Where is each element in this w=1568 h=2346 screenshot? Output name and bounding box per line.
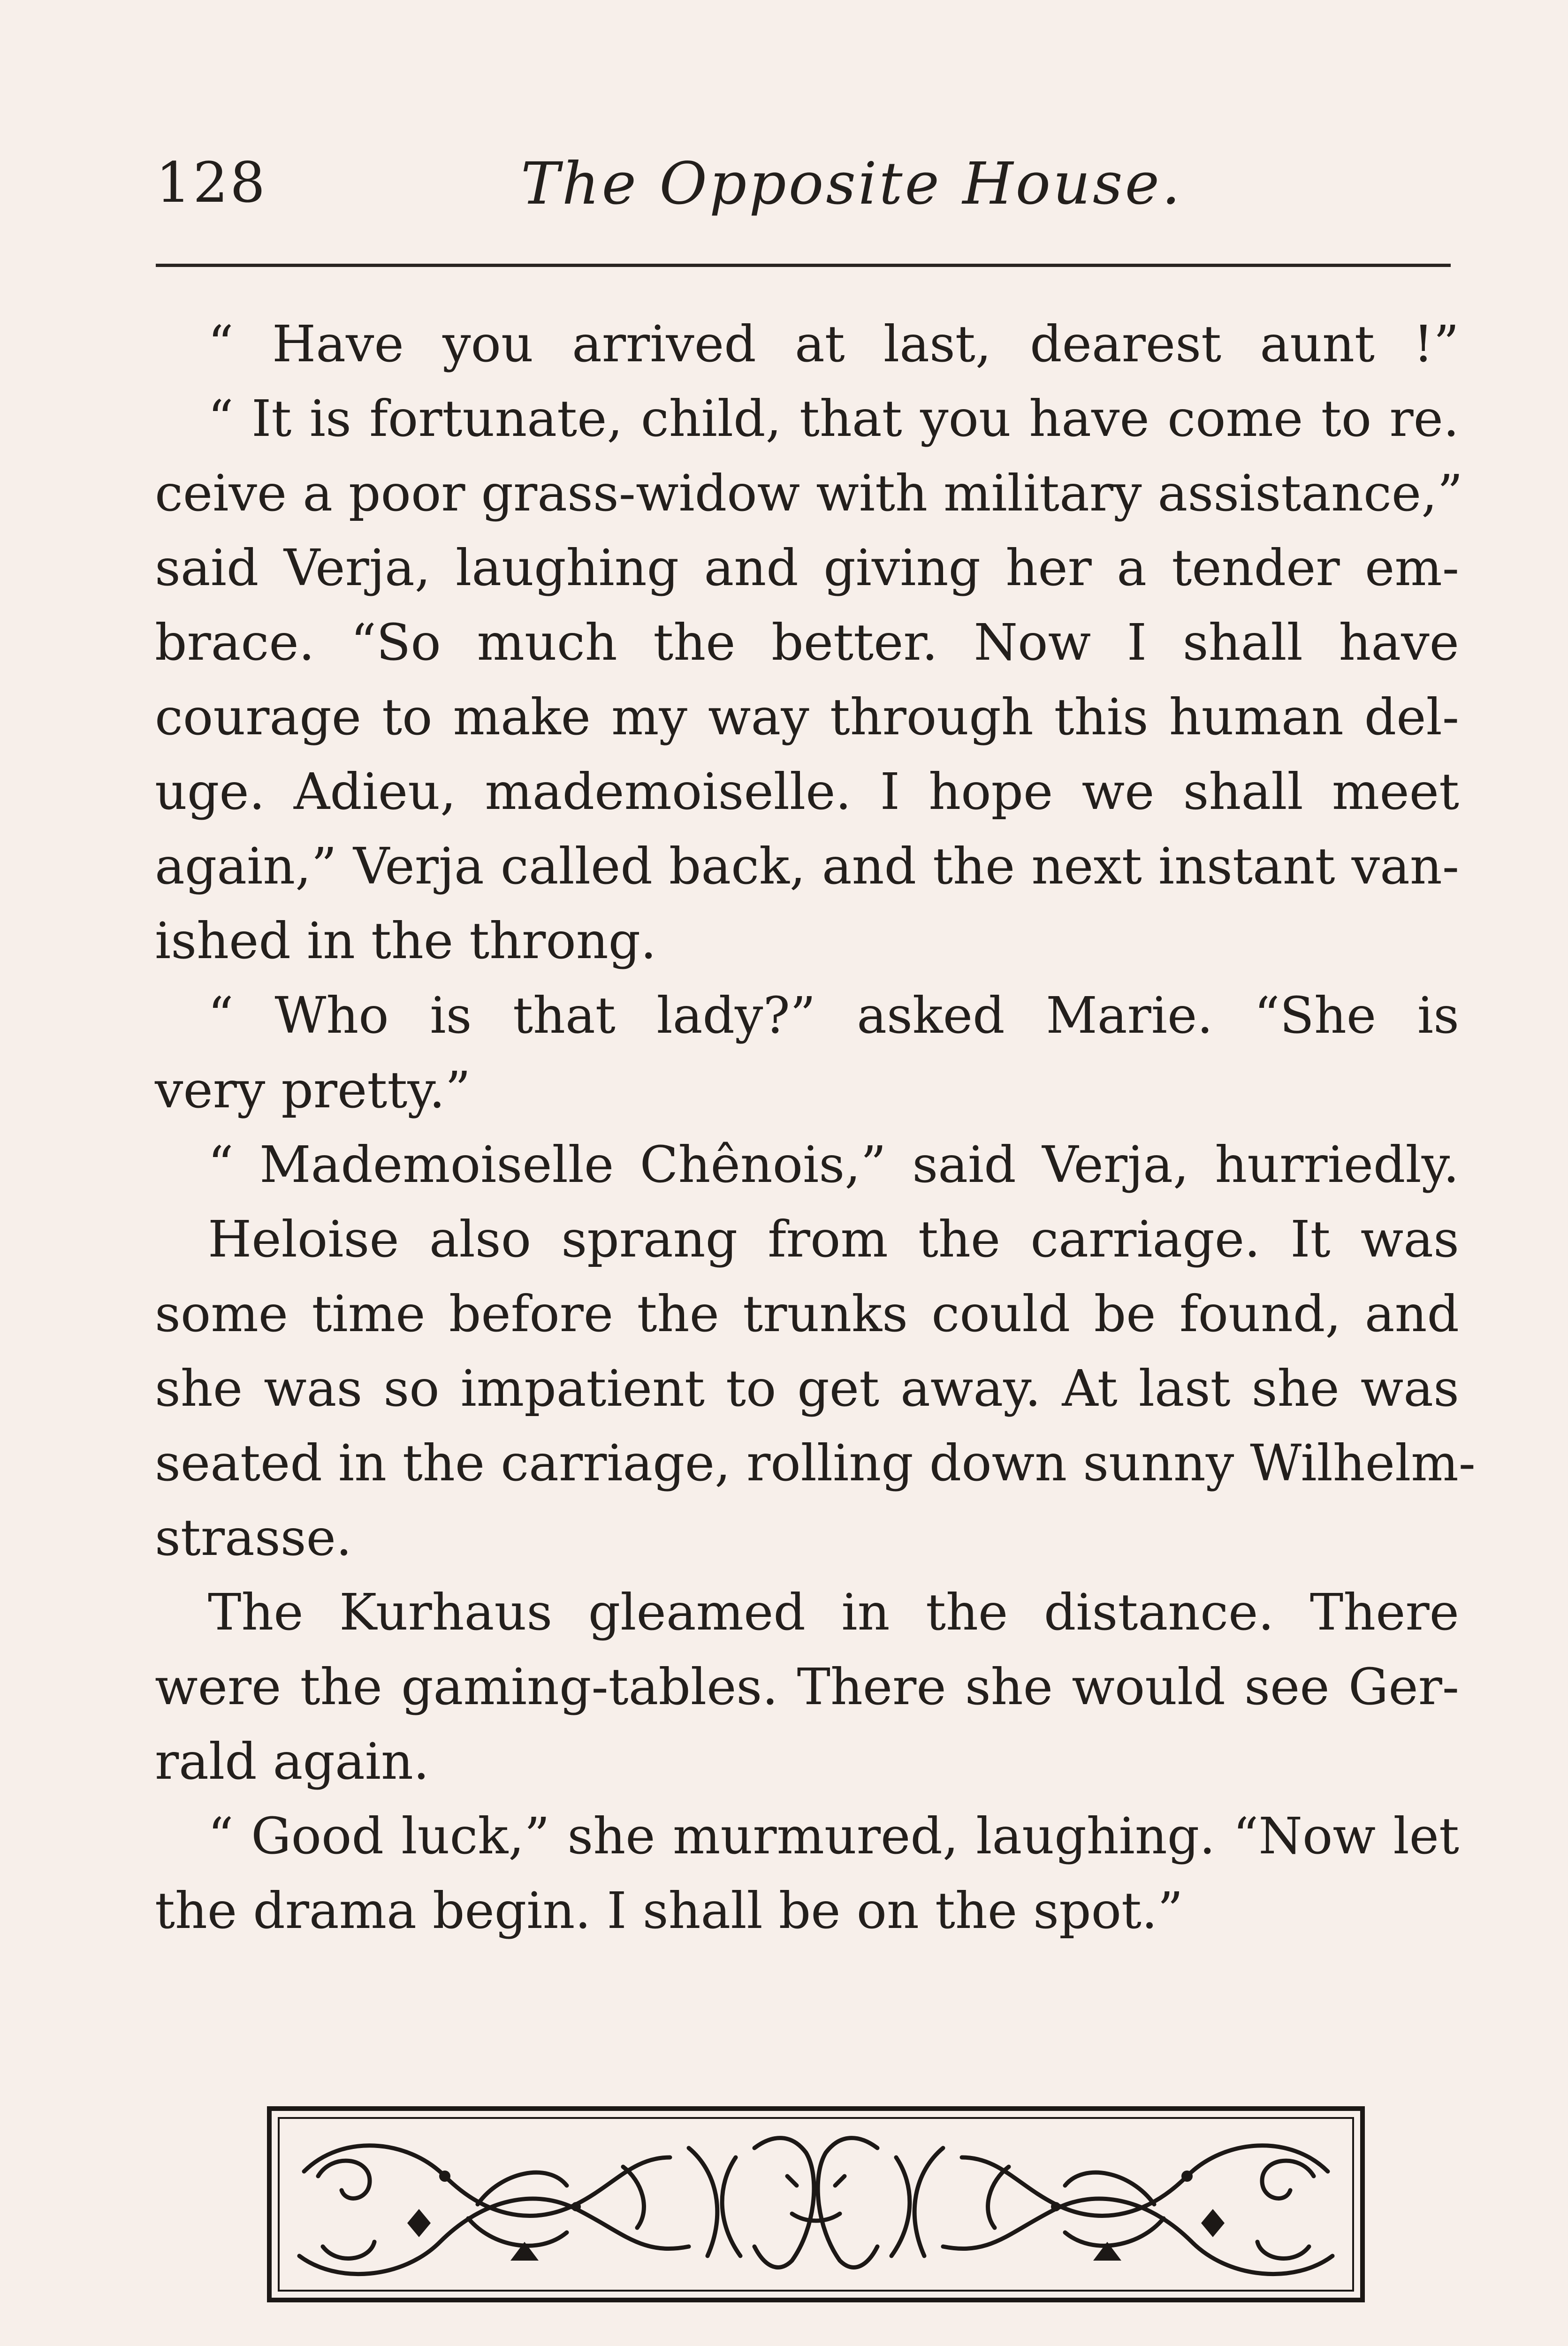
- text-line: the drama begin. I shall be on the spot.”: [155, 1882, 1183, 1940]
- text-line: Heloise also sprang from the carriage. It was: [208, 1211, 1459, 1269]
- body-text: [155, 307, 1476, 1949]
- text-line: The Kurhaus gleamed in the distance. There: [208, 1584, 1459, 1642]
- text-line: ceive a poor grass-widow with military assistance,”: [155, 465, 1463, 523]
- text-line: “ Good luck,” she murmured, laughing. “Now let: [208, 1807, 1459, 1866]
- text-line: strasse.: [155, 1509, 352, 1567]
- text-line: “ Mademoiselle Chênois,” said Verja, hurriedly.: [208, 1136, 1459, 1194]
- text-line: courage to make my way through this human del-: [155, 688, 1459, 746]
- text-line: rald again.: [155, 1733, 429, 1791]
- text-line: “ It is fortunate, child, that you have come to re.: [208, 390, 1459, 448]
- text-line: ished in the throng.: [155, 912, 657, 970]
- text-line: “ Who is that lady?” asked Marie. “She is: [208, 987, 1459, 1045]
- text-line: some time before the trunks could be found, and: [155, 1285, 1459, 1343]
- text-line: “ Have you arrived at last, dearest aunt !”: [208, 315, 1459, 373]
- page-number: 128: [156, 150, 267, 215]
- foliate-scroll-tailpiece-icon: [266, 2106, 1365, 2303]
- text-line: were the gaming-tables. There she would see Ger-: [155, 1658, 1459, 1716]
- header-rule: [156, 264, 1451, 267]
- text-line: she was so impatient to get away. At last she was: [155, 1360, 1459, 1418]
- text-line: seated in the carriage, rolling down sunny Wilhelm-: [155, 1434, 1476, 1493]
- text-line: uge. Adieu, mademoiselle. I hope we shall meet: [155, 763, 1459, 821]
- text-line: again,” Verja called back, and the next instant van-: [155, 838, 1459, 896]
- text-line: said Verja, laughing and giving her a tender em-: [155, 539, 1459, 597]
- text-line: very pretty.”: [155, 1061, 471, 1120]
- running-title: The Opposite House.: [521, 150, 1183, 218]
- text-line: brace. “So much the better. Now I shall have: [155, 614, 1459, 672]
